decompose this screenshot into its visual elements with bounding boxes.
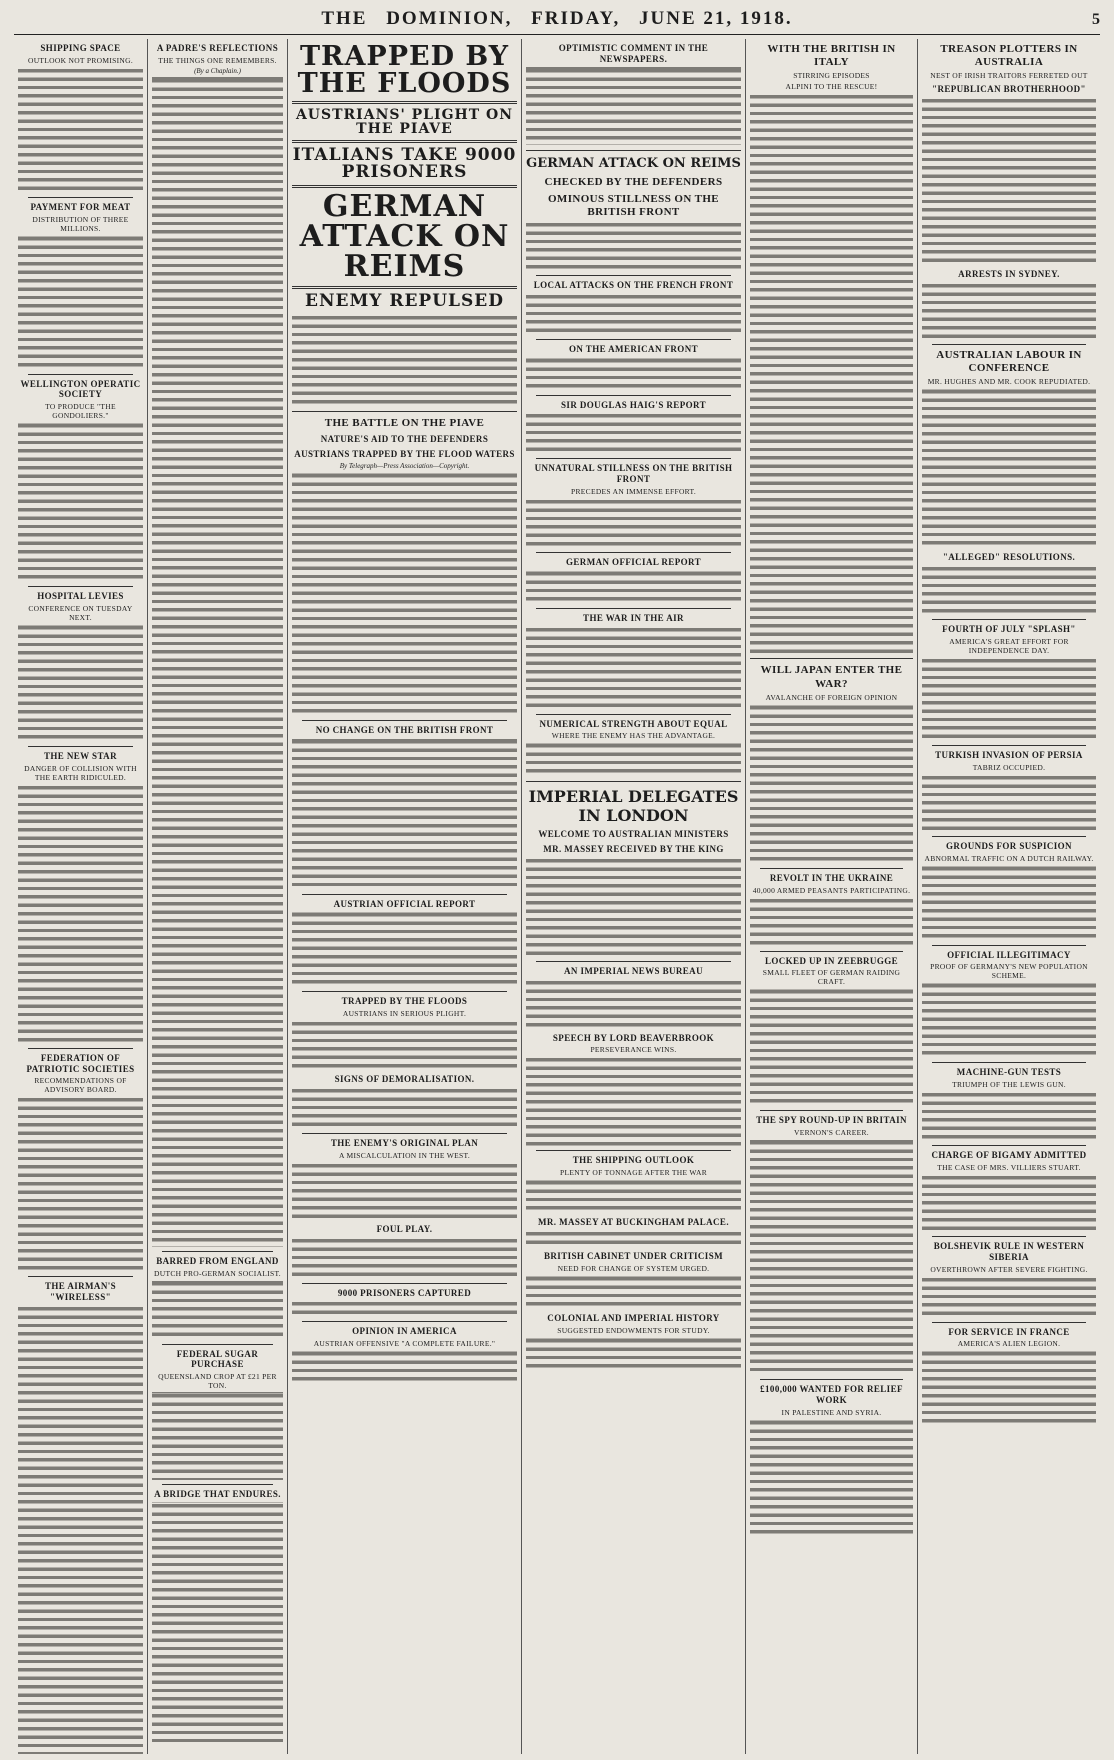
headline-9000-prisoners: 9000 PRISONERS CAPTURED: [337, 1287, 472, 1298]
subhead-alpini: ALPINI TO THE RESCUE!: [785, 82, 878, 92]
article-text: [750, 988, 913, 1106]
subhead-immense-effort: PRECEDES AN IMMENSE EFFORT.: [570, 487, 697, 497]
column-5: [745, 39, 917, 1754]
article-text: [292, 1237, 517, 1279]
headline-news-bureau: AN IMPERIAL NEWS BUREAU: [564, 965, 703, 976]
article-text: [526, 293, 741, 335]
headline-buckingham-palace: MR. MASSEY AT BUCKINGHAM PALACE.: [538, 1217, 729, 1228]
headline-enemy-repulsed: ENEMY REPULSED: [305, 291, 504, 311]
article-text: [750, 1139, 913, 1375]
headline-patriotic: FEDERATION OF PATRIOTIC SOCIETIES: [26, 1052, 135, 1074]
subhead-population: PROOF OF GERMANY'S NEW POPULATION SCHEME.: [930, 962, 1088, 981]
headline-treason-plotters: TREASON PLOTTERS IN AUSTRALIA: [940, 43, 1078, 69]
subhead-lewis-gun: TRIUMPH OF THE LEWIS GUN.: [952, 1080, 1066, 1090]
masthead: [14, 8, 1100, 35]
article-text: [526, 1337, 741, 1371]
subhead-padre: THE THINGS ONE REMEMBERS.: [158, 55, 277, 65]
article-text: [152, 1392, 283, 1480]
subhead-irish-traitors: NEST OF IRISH TRAITORS FERRETED OUT: [930, 71, 1088, 81]
headline-relief-work: £100,000 WANTED FOR RELIEF WORK: [760, 1384, 903, 1405]
masthead-day: FRIDAY,: [531, 8, 621, 29]
headline-bigamy: CHARGE OF BIGAMY ADMITTED: [931, 1150, 1087, 1161]
masthead-the: THE: [321, 8, 368, 29]
headline-illegitimacy: OFFICIAL ILLEGITIMACY: [947, 949, 1071, 960]
article-text: [750, 704, 913, 864]
article-text: [526, 221, 741, 271]
masthead-paper-name: DOMINION,: [386, 8, 513, 29]
subhead-operatic: TO PRODUCE "THE GONDOLIERS.": [45, 402, 116, 421]
headline-trapped-floods: TRAPPED BY THE FLOODS: [341, 996, 468, 1007]
headline-padre: A PADRE'S REFLECTIONS: [156, 43, 279, 53]
subhead-austrians-trapped: AUSTRIANS TRAPPED BY THE FLOOD WATERS: [294, 448, 515, 459]
article-text: [922, 1091, 1096, 1141]
subhead-ominous-stillness: OMINOUS STILLNESS ON THE BRITISH FRONT: [547, 192, 720, 218]
article-text: [18, 1096, 143, 1272]
headline-turkish-persia: TURKISH INVASION OF PERSIA: [935, 749, 1083, 760]
main-headline: TRAPPED BY THE FLOODS: [297, 41, 512, 99]
headline-fourth-july: FOURTH OF JULY "SPLASH": [942, 624, 1076, 635]
article-text: [526, 979, 741, 1029]
headline-cabinet-criticism: BRITISH CABINET UNDER CRITICISM: [543, 1251, 724, 1262]
subhead-avalanche: AVALANCHE OF FOREIGN OPINION: [765, 692, 898, 702]
article-text: [922, 657, 1096, 741]
subhead-overthrown: OVERTHROWN AFTER SEVERE FIGHTING.: [930, 1264, 1088, 1274]
headline-original-plan: THE ENEMY'S ORIGINAL PLAN: [330, 1137, 479, 1148]
headline-bridge: A BRIDGE THAT ENDURES.: [154, 1489, 281, 1500]
headline-hospital-levies: HOSPITAL LEVIES: [37, 591, 124, 602]
article-text: [922, 97, 1096, 265]
headline-german-attack-reims: GERMAN ATTACK ON REIMS: [526, 155, 741, 171]
article-text: [526, 1275, 741, 1309]
subhead-tabriz: TABRIZ OCCUPIED.: [972, 762, 1046, 772]
subhead-sugar: QUEENSLAND CROP AT £21 PER TON.: [158, 1372, 277, 1391]
article-text: [526, 626, 741, 710]
subhead-shipping: OUTLOOK NOT PROMISING.: [27, 55, 133, 65]
article-text: [292, 911, 517, 987]
subhead-perseverance: PERSEVERANCE WINS.: [590, 1045, 677, 1055]
article-text: [292, 472, 517, 716]
article-text: [922, 1350, 1096, 1426]
headline-colonial-history: COLONIAL AND IMPERIAL HISTORY: [547, 1312, 720, 1323]
headline-shipping-space: SHIPPING SPACE: [40, 43, 121, 53]
headline-bolshevik: BOLSHEVIK RULE IN WESTERN SIBERIA: [933, 1240, 1085, 1262]
headline-british-italy: WITH THE BRITISH IN ITALY: [767, 43, 896, 69]
subhead-barred: DUTCH PRO-GERMAN SOCIALIST.: [154, 1268, 281, 1278]
article-text: [526, 1179, 741, 1213]
subhead-serious-plight: AUSTRIANS IN SERIOUS PLIGHT.: [342, 1009, 467, 1019]
article-text: [18, 784, 143, 1044]
article-text: [526, 67, 741, 145]
subhead-endowments: SUGGESTED ENDOWMENTS FOR STUDY.: [557, 1325, 710, 1335]
headline-demoralisation: SIGNS OF DEMORALISATION.: [334, 1074, 475, 1085]
subhead-star: DANGER OF COLLISION WITH THE EARTH RIDICULED.: [24, 763, 137, 782]
headline-numerical-strength: NUMERICAL STRENGTH ABOUT EQUAL: [539, 718, 728, 729]
byline-padre: (By a Chaplain.): [194, 66, 241, 75]
article-text: [526, 412, 741, 454]
subhead-vernon: VERNON'S CAREER.: [794, 1128, 869, 1138]
columns: [14, 39, 1100, 1754]
headline-unnatural-stillness: UNNATURAL STILLNESS ON THE BRITISH FRONT: [534, 463, 733, 485]
article-text: [292, 314, 517, 406]
subhead-dutch-railway: ABNORMAL TRAFFIC ON A DUTCH RAILWAY.: [924, 853, 1094, 863]
column-2: [147, 39, 287, 1754]
headline-austrians-plight: AUSTRIANS' PLIGHT ON THE PIAVE: [295, 107, 514, 137]
article-text: [18, 1305, 143, 1754]
subhead-welcome-ministers: WELCOME TO AUSTRALIAN MINISTERS: [538, 829, 729, 840]
subhead-republican: "REPUBLICAN BROTHERHOOD": [932, 84, 1086, 95]
headline-italians-prisoners: ITALIANS TAKE 9000 PRISONERS: [292, 145, 517, 182]
subhead-alien-legion: AMERICA'S ALIEN LEGION.: [957, 1339, 1061, 1349]
subhead-stirring: STIRRING EPISODES: [793, 71, 870, 81]
headline-zeebrugge: LOCKED UP IN ZEEBRUGGE: [764, 955, 899, 966]
subhead-meat: DISTRIBUTION OF THREE MILLIONS.: [32, 214, 129, 233]
subhead-massey-king: MR. MASSEY RECEIVED BY THE KING: [543, 844, 724, 855]
headline-barred: BARRED FROM ENGLAND: [156, 1255, 279, 1266]
article-text: [922, 865, 1096, 941]
column-1: [14, 39, 147, 1754]
headline-war-in-air: THE WAR IN THE AIR: [583, 612, 684, 623]
subhead-hughes-cook: MR. HUGHES AND MR. COOK REPUDIATED.: [927, 377, 1091, 387]
headline-spy-roundup: THE SPY ROUND-UP IN BRITAIN: [756, 1115, 907, 1126]
headline-shipping-outlook: THE SHIPPING OUTLOOK: [572, 1155, 695, 1166]
subhead-independence: AMERICA'S GREAT EFFORT FOR INDEPENDENCE DAY.: [949, 636, 1069, 655]
article-text: [922, 282, 1096, 340]
article-text: [526, 1230, 741, 1247]
article-text: [292, 1300, 517, 1317]
headline-arrests-sydney: ARRESTS IN SYDNEY.: [958, 269, 1060, 280]
article-text: [526, 857, 741, 957]
headline-payment-meat: PAYMENT FOR MEAT: [30, 201, 131, 212]
subhead-miscalculation: A MISCALCULATION IN THE WEST.: [339, 1150, 470, 1160]
headline-american-front: ON THE AMERICAN FRONT: [569, 343, 698, 354]
subhead-patriotic: RECOMMENDATIONS OF ADVISORY BOARD.: [34, 1076, 127, 1095]
headline-haig-report: SIR DOUGLAS HAIG'S REPORT: [561, 399, 706, 410]
headline-airman-wireless: THE AIRMAN'S "WIRELESS": [44, 1281, 117, 1303]
headline-alleged-resolutions: "ALLEGED" RESOLUTIONS.: [942, 552, 1076, 563]
article-text: [18, 422, 143, 582]
headline-imperial-delegates: IMPERIAL DELEGATES IN LONDON: [528, 787, 739, 825]
article-text: [526, 570, 741, 604]
article-text: [152, 1502, 283, 1742]
article-text: [292, 1162, 517, 1220]
headline-no-change: NO CHANGE ON THE BRITISH FRONT: [315, 724, 494, 735]
article-text: [292, 1087, 517, 1129]
article-text: [152, 1280, 283, 1340]
headline-suspicion: GROUNDS FOR SUSPICION: [946, 840, 1072, 851]
subhead-plenty-tonnage: PLENTY OF TONNAGE AFTER THE WAR: [559, 1168, 708, 1178]
headline-service-france: FOR SERVICE IN FRANCE: [948, 1326, 1070, 1337]
article-text: [526, 1056, 741, 1146]
subhead-advantage: WHERE THE ENEMY HAS THE ADVANTAGE.: [551, 731, 716, 741]
headline-operatic: WELLINGTON OPERATIC SOCIETY: [20, 378, 141, 400]
headline-ukraine: REVOLT IN THE UKRAINE: [769, 872, 894, 883]
column-4: [521, 39, 745, 1754]
column-3: [287, 39, 521, 1754]
subhead-villiers: THE CASE OF MRS. VILLIERS STUART.: [937, 1162, 1081, 1172]
article-text: [18, 235, 143, 370]
masthead-title: [315, 8, 798, 30]
article-text: [292, 1020, 517, 1070]
headline-labour-conference: AUSTRALIAN LABOUR IN CONFERENCE: [936, 348, 1082, 375]
headline-german-report: GERMAN OFFICIAL REPORT: [566, 557, 701, 568]
article-text: [18, 67, 143, 193]
subhead-raiding-craft: SMALL FLEET OF GERMAN RAIDING CRAFT.: [762, 968, 901, 987]
subhead-natures-aid: NATURE'S AID TO THE DEFENDERS: [320, 434, 489, 445]
masthead-date: JUNE 21, 1918.: [639, 8, 793, 29]
article-text: [922, 565, 1096, 615]
article-text: [922, 1276, 1096, 1318]
headline-local-attacks: LOCAL ATTACKS ON THE FRENCH FRONT: [533, 280, 734, 291]
subhead-checked: CHECKED BY THE DEFENDERS: [544, 175, 723, 188]
headline-battle-piave: THE BATTLE ON THE PIAVE: [324, 417, 485, 429]
article-text: [922, 388, 1096, 548]
headline-german-attack: GERMAN ATTACK ON REIMS: [299, 189, 510, 284]
headline-beaverbrook: SPEECH BY LORD BEAVERBROOK: [552, 1032, 715, 1043]
subhead-hospital: CONFERENCE ON TUESDAY NEXT.: [28, 603, 133, 622]
article-text: [750, 897, 913, 947]
article-text: [750, 93, 913, 653]
article-text: [922, 774, 1096, 832]
headline-new-star: THE NEW STAR: [44, 750, 117, 761]
subhead-palestine: IN PALESTINE AND SYRIA.: [781, 1407, 882, 1417]
headline-japan-war: WILL JAPAN ENTER THE WAR?: [760, 664, 903, 690]
subhead-armed-peasants: 40,000 ARMED PEASANTS PARTICIPATING.: [752, 885, 911, 895]
headline-machine-gun: MACHINE-GUN TESTS: [956, 1067, 1062, 1078]
article-text: [526, 357, 741, 391]
column-6: [917, 39, 1100, 1754]
page-number: 5: [1091, 11, 1100, 28]
subhead-complete-failure: AUSTRIAN OFFENSIVE "A COMPLETE FAILURE.": [313, 1339, 496, 1349]
article-text: [292, 738, 517, 890]
headline-optimistic-comment: OPTIMISTIC COMMENT IN THE NEWSPAPERS.: [558, 43, 709, 64]
article-text: [526, 742, 741, 776]
headline-austrian-report: AUSTRIAN OFFICIAL REPORT: [333, 898, 476, 909]
article-text: [18, 624, 143, 742]
article-text: [922, 1174, 1096, 1232]
article-text: [526, 498, 741, 548]
headline-sugar: FEDERAL SUGAR PURCHASE: [176, 1348, 259, 1370]
byline-press-association: By Telegraph—Press Association—Copyright.: [339, 461, 470, 470]
article-text: [152, 77, 283, 1247]
headline-opinion-america: OPINION IN AMERICA: [352, 1326, 457, 1337]
subhead-change-system: NEED FOR CHANGE OF SYSTEM URGED.: [557, 1263, 710, 1273]
article-text: [292, 1350, 517, 1384]
article-text: [922, 982, 1096, 1058]
article-text: [750, 1419, 913, 1537]
headline-foul-play: FOUL PLAY.: [376, 1223, 433, 1234]
